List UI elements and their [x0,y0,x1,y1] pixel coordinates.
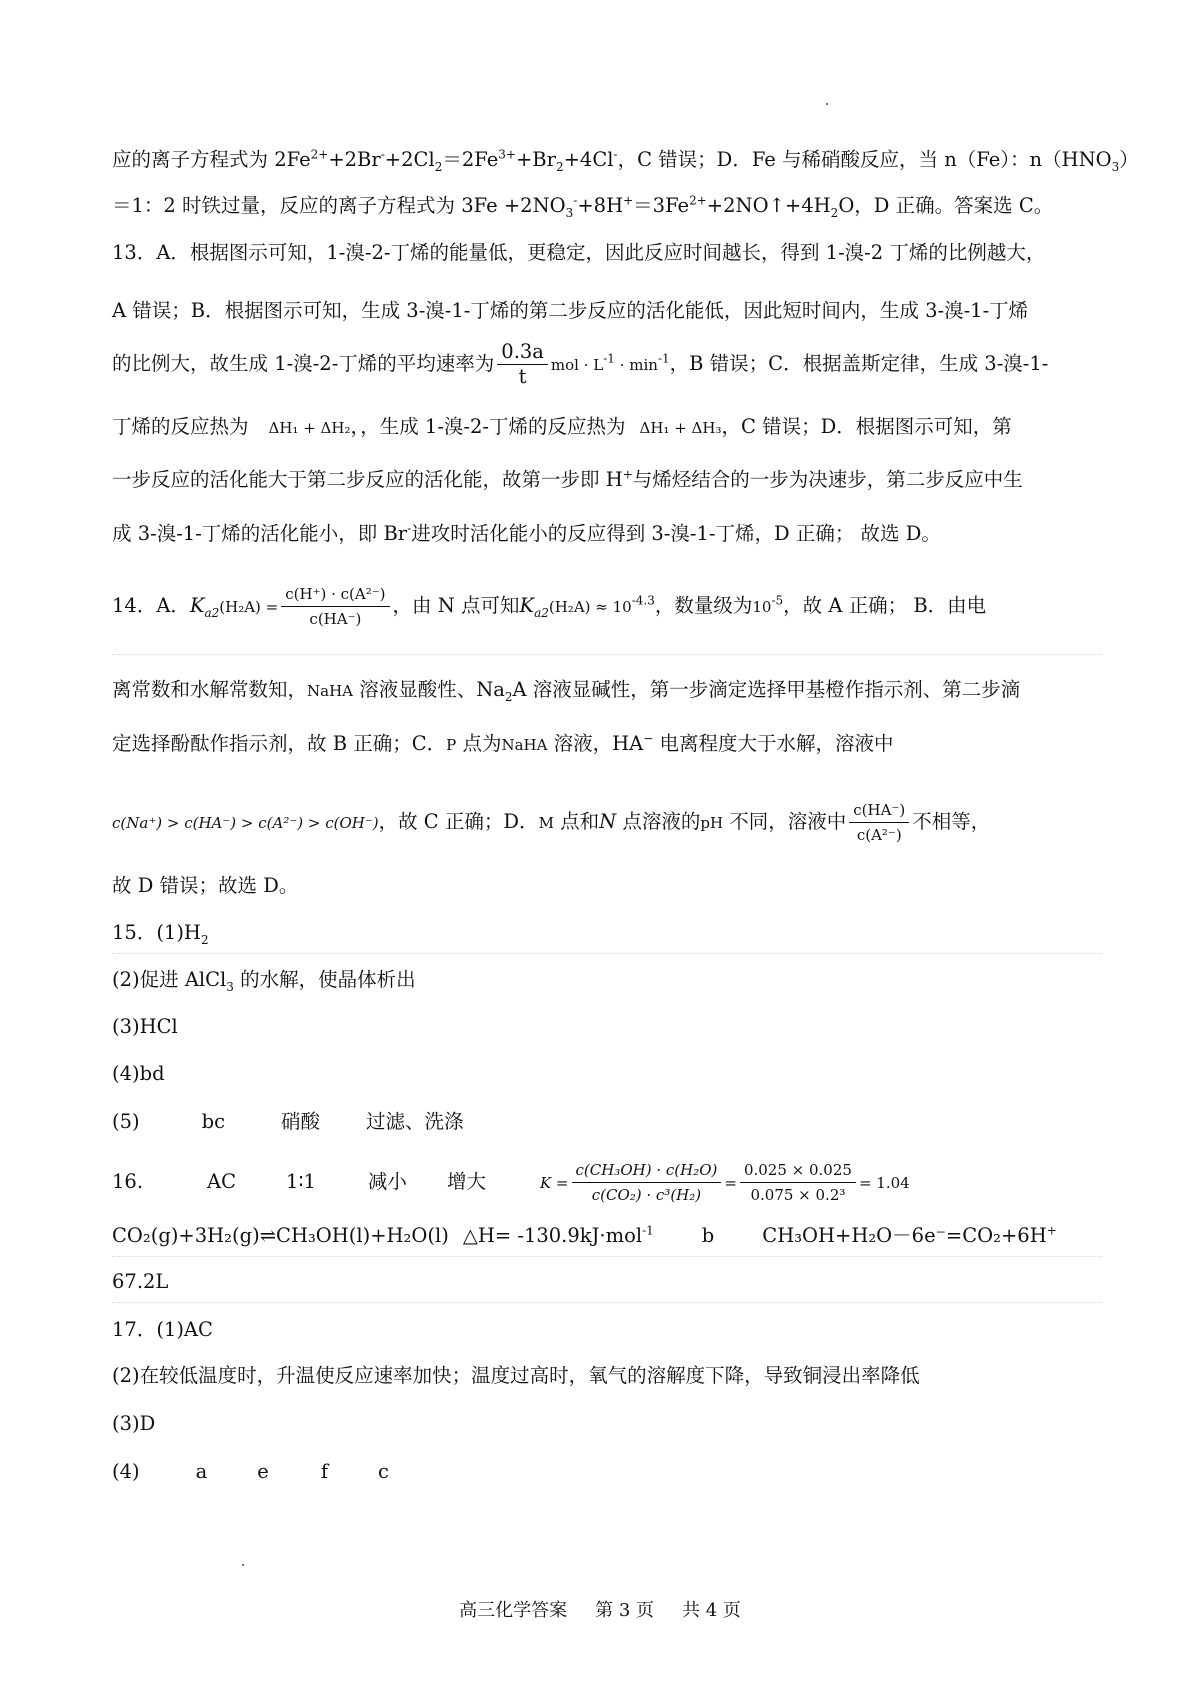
q17-line-3: (3)D [112,1412,156,1435]
q12-line-1: 应的离子方程式为 $2Fe^{2+}+2Br^-+2Cl_2=2Fe^{3+}+Br_2+4Cl^-$，C 错误；D．Fe 与稀硝酸反应，当 n（Fe）：$n(HNO_3)$ [112,147,1139,174]
footer-subject: 高三化学答案 [459,1600,568,1621]
q12-line-2: ＝1：2 时铁过量，反应的离子方程式为 $3Fe +2NO_3^-+8H^+=3Fe^{2+}+2NO↑+4H_2O$，D 正确。答案选 C。 [112,193,1054,220]
scan-speck [242,1564,244,1566]
k-value-fraction: $\frac{0.025 \times 0.025}{\text{0.075 × 0.2³}}$ [740,1158,856,1207]
rate-fraction: $\frac{0.3a}{t}$ [497,340,548,389]
scan-speck [826,103,828,105]
q16-line-1: 16. AC 1∶1 减小 增大 K = $\frac{\text{c(CH₃OH) · c(H₂O)}}{\text{c(CO₂) · c³(H₂)}}$ = $\frac{0.025 \times 0.025}{\text{0.075 × 0.2³}}$ = 1.04 [112,1158,1102,1207]
q15-line-5: (5) bc 硝酸 过滤、洗涤 [112,1110,464,1133]
q13-line-5: 一步反应的活化能大于第二步反应的活化能，故第一步即 H+与烯烃结合的一步为决速步，第二步反应中生 [112,467,1023,491]
k-expression-fraction: $\frac{\text{c(CH₃OH) · c(H₂O)}}{\text{c(CO₂) · c³(H₂)}}$ [572,1158,722,1207]
footer-total-pages: 共 4 页 [682,1600,741,1621]
q14-line-3: 定选择酚酞作指示剂，故 B 正确；C．P 点为NaHA 溶液，HA− 电离程度大于水解，溶液中 [112,731,894,755]
q13-line-6: 成 3-溴-1-丁烯的活化能小，即 Br-进攻时活化能小的反应得到 3-溴-1-丁烯，D 正确； 故选 D。 [112,521,941,545]
q14-line-5: 故 D 错误；故选 D。 [112,874,299,897]
q13-line-1: 13．A．根据图示可知，1-溴-2-丁烯的能量低，更稳定，因此反应时间越长，得到 1-溴-2 丁烯的比例越大， [112,241,1046,264]
ka2-fraction: $\frac{\text{c(H⁺) · c(A²⁻)}}{c(HA^-)}$ [281,582,389,631]
q15-line-2: (2)促进 AlCl$_3$ 的水解，使晶体析出 [112,968,416,994]
q17-line-1: 17．(1)AC [112,1318,213,1341]
q13-line-3: 的比例大，故生成 1-溴-2-丁烯的平均速率为 $\frac{0.3a}{t}$ mol · $L^{-1} \cdot \min^{-1}$，B 错误；C．根据盖斯定律，生成 3-溴-1- [112,340,1049,388]
q17-line-4: (4) a e f c [112,1460,389,1483]
q15-line-1: 15．$(1)H_2$ [112,921,209,947]
q14-line-2: 离常数和水解常数知，NaHA 溶液显酸性、$Na_2A$ 溶液显碱性，第一步滴定选择甲基橙作指示剂、第二步滴 [112,678,1021,704]
q16-line-2: CO₂(g)+3H₂(g)⇌CH₃OH(l)+H₂O(l) △H= -130.9kJ·mol$^{-1}$ b CH₃OH+H₂O－6e⁻=CO₂+6H+ [112,1223,1057,1247]
page-footer [0,1596,1200,1622]
ratio-fraction: $\frac{c(HA^-)}{\text{c(A²⁻)}}$ [849,798,909,847]
q14-line-4: c(Na⁺) > c(HA⁻) > c(A²⁻) > c(OH⁻)，故 C 正确；D．M 点和N 点溶液的pH 不同，溶液中 $\frac{c(HA^-)}{\text{c(A²⁻)}}$ 不相等， [112,798,1102,847]
dotted-rule [112,1302,1102,1303]
footer-page-number: 第 3 页 [595,1600,654,1621]
dotted-rule [112,953,1102,954]
q14-line-1: 14．A．$K_{a2}(H_2A)$ = $\frac{\text{c(H⁺) · c(A²⁻)}}{c(HA^-)}$ ，由 N 点可知$K_{a2}(H_2A) \approx 10^{-4.3}$，数量级为$10^{-5}$，故 A 正确； B．由电 [112,582,1102,631]
q15-line-4: (4)bd [112,1062,165,1085]
q15-line-3: (3)HCl [112,1015,178,1038]
q17-line-2: (2)在较低温度时，升温使反应速率加快；温度过高时，氧气的溶解度下降，导致铜浸出率降低 [112,1364,920,1387]
q13-line-4: 丁烯的反应热为 ΔH₁ + ΔH₂，，生成 1-溴-2-丁烯的反应热为 ΔH₁ + ΔH₃，C 错误；D．根据图示可知，第 [112,415,1012,438]
q16-line-3: 67.2L [112,1270,169,1293]
dotted-rule [112,1256,1102,1257]
dotted-rule [112,654,1102,655]
q13-line-2: A 错误；B．根据图示可知，生成 3-溴-1-丁烯的第二步反应的活化能低，因此短时间内，生成 3-溴-1-丁烯 [112,299,1029,322]
